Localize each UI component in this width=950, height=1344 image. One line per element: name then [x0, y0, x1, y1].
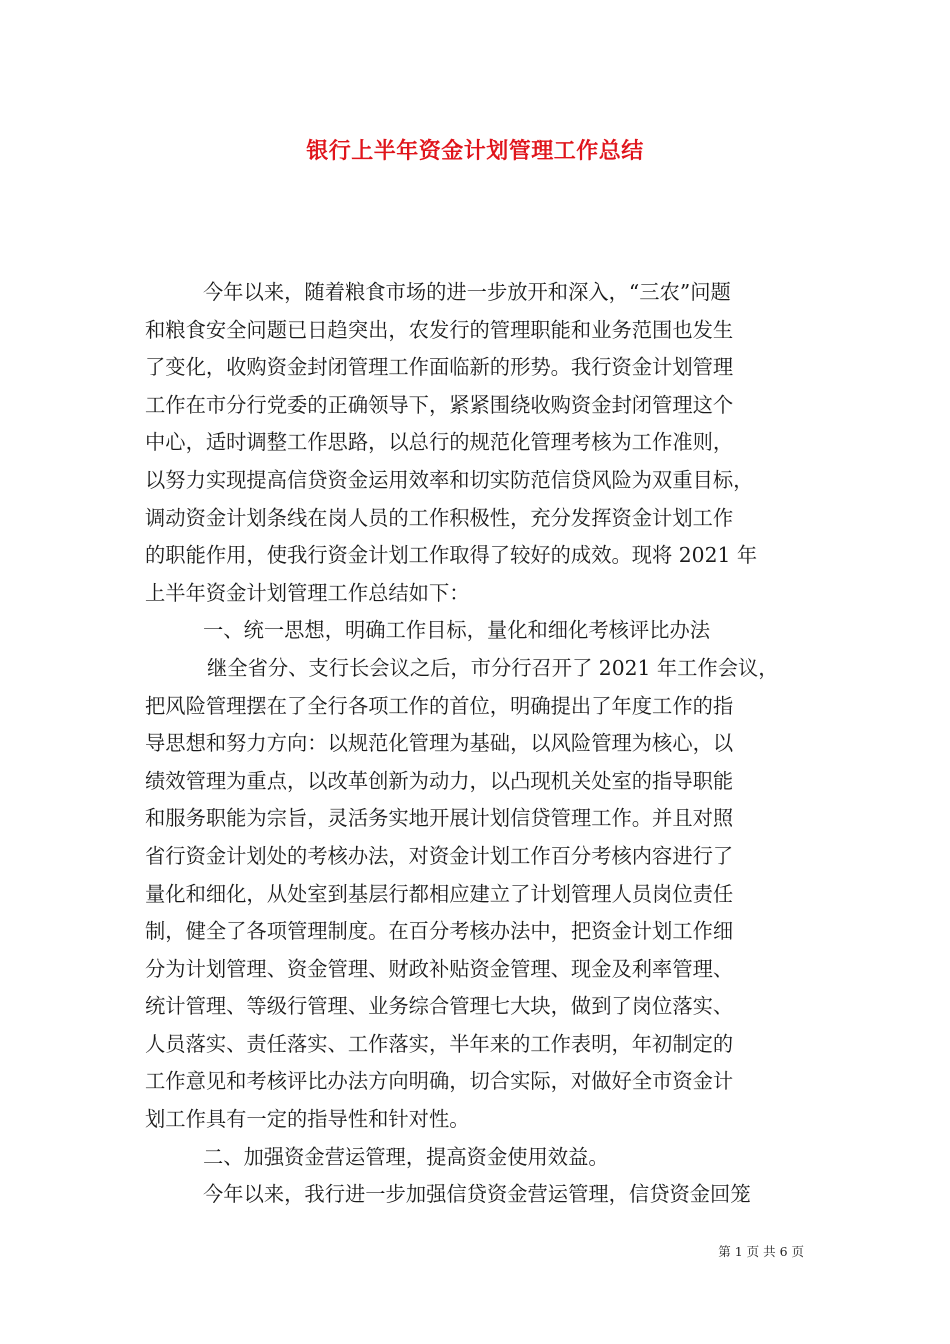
paragraph-line: 和粮食安全问题已日趋突出，农发行的管理职能和业务范围也发生 [145, 317, 734, 342]
paragraph-line: 工作在市分行党委的正确领导下，紧紧围绕收购资金封闭管理这个 [145, 392, 734, 417]
document-title: 银行上半年资金计划管理工作总结 [306, 138, 644, 164]
paragraph-line: 调动资金计划条线在岗人员的工作积极性，充分发挥资金计划工作 [145, 505, 734, 530]
paragraph-line: 省行资金计划处的考核办法，对资金计划工作百分考核内容进行了 [145, 843, 734, 868]
paragraph-line: 把风险管理摆在了全行各项工作的首位，明确提出了年度工作的指 [145, 693, 734, 718]
paragraph-line: 导思想和努力方向：以规范化管理为基础，以风险管理为核心，以 [145, 731, 734, 756]
paragraph-line: 今年以来，我行进一步加强信贷资金营运管理，信贷资金回笼 [203, 1182, 751, 1207]
paragraph-line: 统计管理、等级行管理、业务综合管理七大块，做到了岗位落实、 [145, 994, 734, 1019]
page-number-footer: 第 1 页 共 6 页 [718, 1244, 804, 1259]
paragraph-line: 划工作具有一定的指导性和针对性。 [145, 1107, 470, 1132]
paragraph-line: 分为计划管理、资金管理、财政补贴资金管理、现金及利率管理、 [145, 956, 734, 981]
paragraph-line: 制，健全了各项管理制度。在百分考核办法中，把资金计划工作细 [145, 919, 734, 944]
paragraph-line: 的职能作用，使我行资金计划工作取得了较好的成效。现将 2021 年 [145, 543, 758, 568]
section-heading-1: 一、统一思想，明确工作目标，量化和细化考核评比办法 [203, 618, 711, 643]
paragraph-line: 了变化，收购资金封闭管理工作面临新的形势。我行资金计划管理 [145, 355, 734, 380]
paragraph-line: 今年以来，随着粮食市场的进一步放开和深入，“三农”问题 [203, 280, 731, 304]
paragraph-line: 以努力实现提高信贷资金运用效率和切实防范信贷风险为双重目标， [145, 467, 754, 492]
document-body [145, 274, 807, 1214]
paragraph-line: 中心，适时调整工作思路，以总行的规范化管理考核为工作准则， [145, 430, 734, 455]
paragraph-line: 工作意见和考核评比办法方向明确，切合实际，对做好全市资金计 [145, 1069, 734, 1094]
paragraph-line: 量化和细化，从处室到基层行都相应建立了计划管理人员岗位责任 [145, 881, 734, 906]
paragraph-line: 继全省分、支行长会议之后，市分行召开了 2021 年工作会议， [207, 655, 779, 680]
paragraph-line: 人员落实、责任落实、工作落实，半年来的工作表明，年初制定的 [145, 1031, 734, 1056]
section-heading-2: 二、加强资金营运管理，提高资金使用效益。 [203, 1144, 609, 1169]
paragraph-line: 上半年资金计划管理工作总结如下： [145, 580, 470, 605]
paragraph-line: 绩效管理为重点，以改革创新为动力，以凸现机关处室的指导职能 [145, 768, 734, 793]
paragraph-line: 和服务职能为宗旨，灵活务实地开展计划信贷管理工作。并且对照 [145, 806, 734, 831]
